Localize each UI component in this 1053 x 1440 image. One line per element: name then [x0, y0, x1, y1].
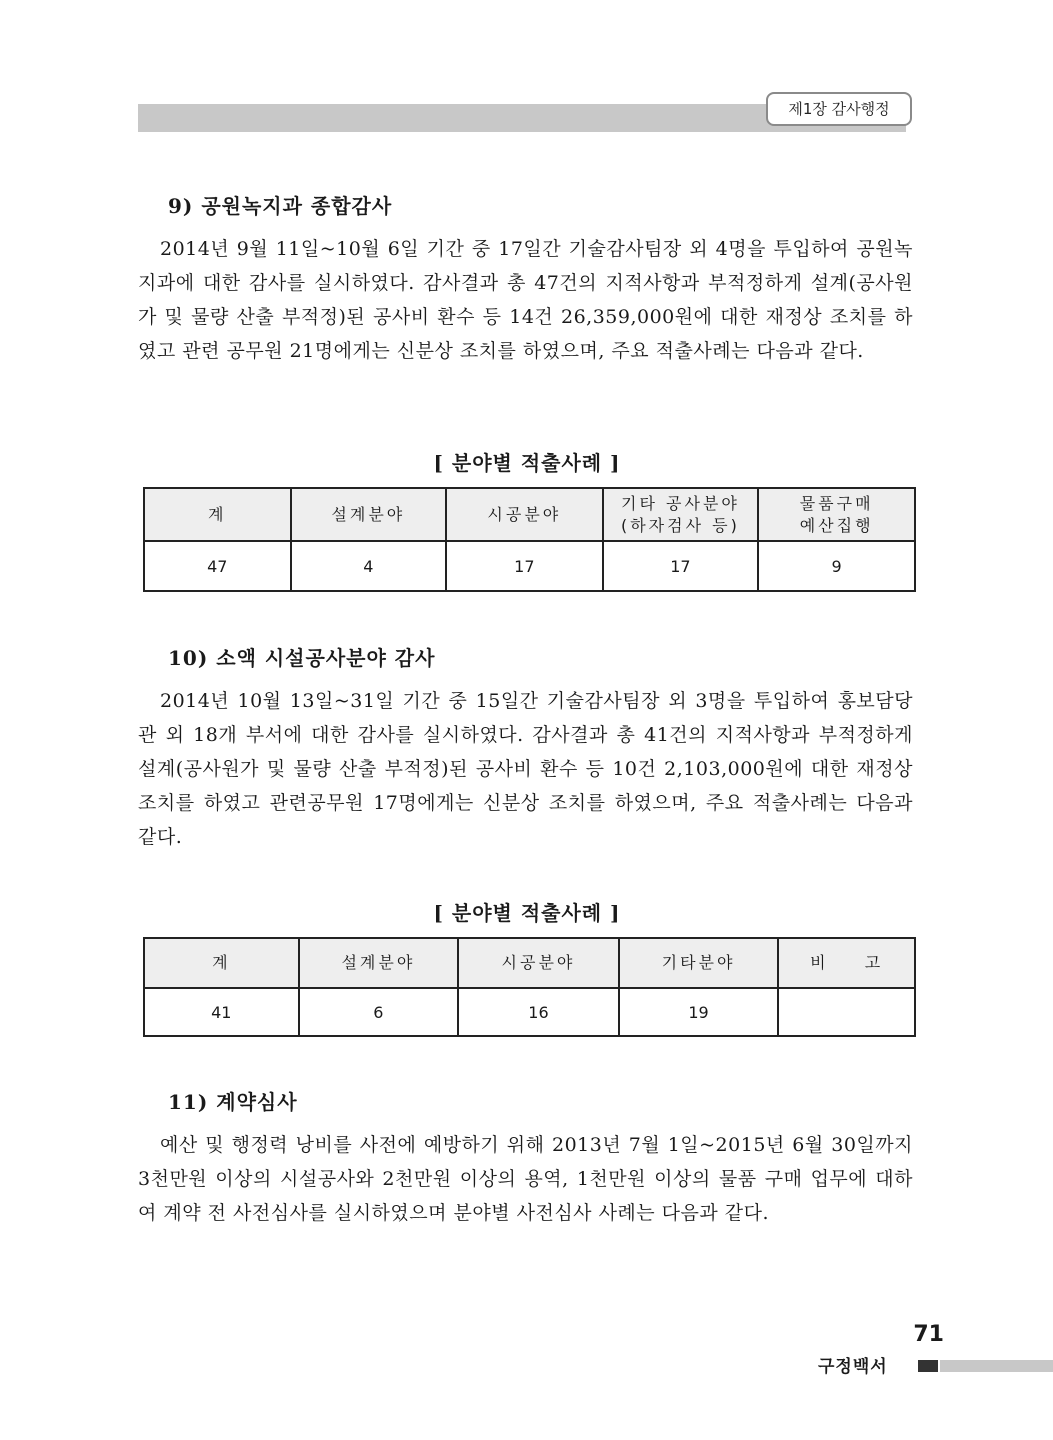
header-cell: 기타 공사분야 (하자검사 등) [603, 488, 759, 541]
table-cell: 17 [446, 541, 603, 591]
table-row [144, 541, 915, 591]
footer-bar [940, 1360, 1053, 1372]
header-cell: 설계분야 [299, 938, 459, 988]
findings-table-10 [143, 937, 916, 1037]
table-cell: 4 [291, 541, 447, 591]
table-header-row [144, 938, 915, 988]
footer-mark [918, 1360, 938, 1372]
page-number: 71 [913, 1322, 944, 1347]
header-cell: 시공분야 [446, 488, 603, 541]
section-paragraph-9: 2014년 9월 11일~10월 6일 기간 중 17일간 기술감사팀장 외 4명을 투입하여 공원녹지과에 대한 감사를 실시하였다. 감사결과 총 47건의 지적사항과 부적정하게 설계(공사원가 및 물량 산출 부적정)된 공사비 환수 등 14건 26,359,000원에 대한 재정상 조치를 하였고 관련 공무원 21명에게는 신분상 조치를 하였으며, 주요 적출사례는 다음과 같다. [138, 238, 913, 362]
header-cell: 물품구매 예산집행 [758, 488, 915, 541]
header-cell: 계 [144, 938, 299, 988]
findings-table-9 [143, 487, 916, 592]
section-title-9: 9) 공원녹지과 종합감사 [168, 194, 393, 218]
table-cell: 41 [144, 988, 299, 1036]
header-cell: 설계분야 [291, 488, 447, 541]
header-cell: 계 [144, 488, 291, 541]
table-cell: 16 [458, 988, 619, 1036]
table-cell: 17 [603, 541, 759, 591]
header-cell: 비 고 [778, 938, 915, 988]
table-caption-9: [ 분야별 적출사례 ] [433, 451, 621, 475]
chapter-tab: 제1장 감사행정 [766, 92, 912, 126]
header-cell: 기타분야 [619, 938, 779, 988]
table-row [144, 988, 915, 1036]
table-caption-10: [ 분야별 적출사례 ] [433, 901, 621, 925]
table-header-row [144, 488, 915, 541]
table-cell [778, 988, 915, 1036]
section-paragraph-10: 2014년 10월 13일~31일 기간 중 15일간 기술감사팀장 외 3명을 투입하여 홍보담당관 외 18개 부서에 대한 감사를 실시하였다. 감사결과 총 41건의 지적사항과 부적정하게 설계(공사원가 및 물량 산출 부적정)된 공사비 환수 등 10건 2,103,000원에 대한 재정상조치를 하였고 관련공무원 17명에게는 신분상 조치를 하였으며, 주요 적출사례는 다음과 같다. [138, 690, 913, 848]
table-cell: 6 [299, 988, 459, 1036]
header-cell: 시공분야 [458, 938, 619, 988]
table-cell: 9 [758, 541, 915, 591]
section-title-11: 11) 계약심사 [168, 1090, 298, 1114]
table-cell: 47 [144, 541, 291, 591]
section-paragraph-11: 예산 및 행정력 낭비를 사전에 예방하기 위해 2013년 7월 1일~2015년 6월 30일까지 3천만원 이상의 시설공사와 2천만원 이상의 용역, 1천만원 이상의 물품 구매 업무에 대하여 계약 전 사전심사를 실시하였으며 분야별 사전심사 사례는 다음과 같다. [138, 1134, 913, 1224]
table-cell: 19 [619, 988, 779, 1036]
section-title-10: 10) 소액 시설공사분야 감사 [168, 646, 436, 670]
book-title: 구정백서 [818, 1357, 888, 1377]
